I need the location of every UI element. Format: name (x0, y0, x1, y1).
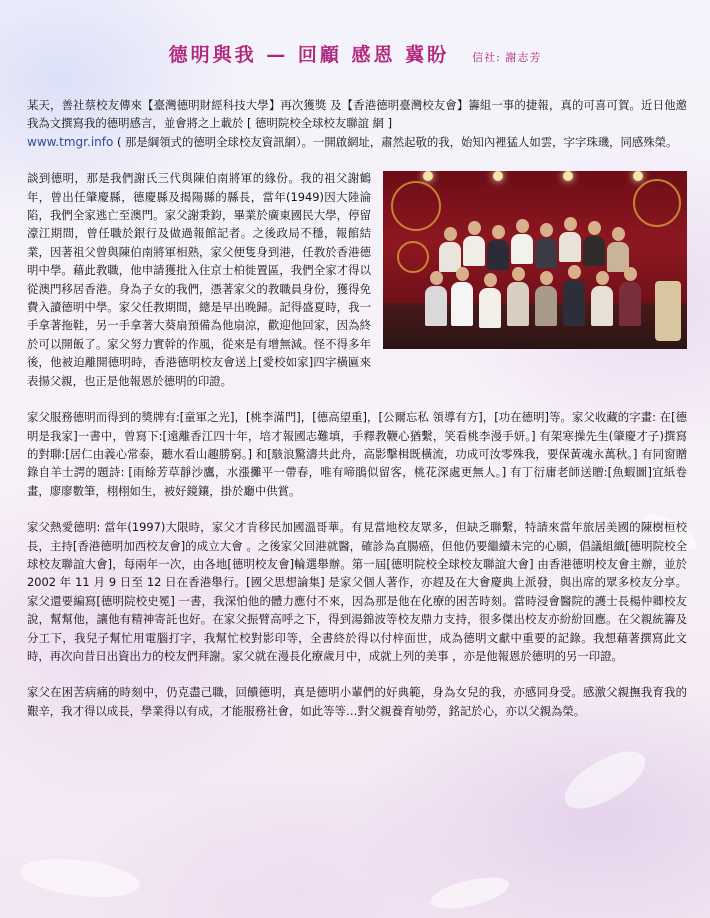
family-history-paragraph: 談到德明，那是我們謝氏三代與陳伯南將軍的緣份。我的祖父謝鶴年，曾出任肇慶縣，德慶縣及揭陽縣的縣長，當年(1949)因大陸淪陷，我們全家逃亡至澳門。家父謝秉鈞，畢業於廣東國民大學，停留濠江期間，曾任職於銀行及做過報館記者。之後政局不穩，報館結業，因著祖父曾與陳伯南將軍相熟，家父便隻身到港，任教於香港德明中學。藉此教職，他申請獲批入住京士柏徙置區，我們全家才得以從澳門移居香港。身為子女的我們，憑著家父的教職員身份，獲得免費入讀德明中學。家父任教期間，總是早出晚歸。記得盛夏時，我一手拿著拖鞋，另一手拿著大葵扇預備為他扇涼，歡迎他回家，因為終於可以開飯了。家父努力實幹的作風，從來是有增無減。怪不得多年後，他被迫離開德明時，香港德明校友會送上[愛校如家]四字橫匾來表揚父親，也正是他報恩於德明的印證。 (27, 171, 371, 388)
group-photo (383, 171, 687, 349)
intro-text-start: 某天，善社蔡校友傳來【臺灣德明財經科技大學】再次獲獎 及【香港德明臺灣校友會】籌組一事的捷報，真的可喜可賀。近日他邀我為文撰寫我的德明感言，並會將之上載於 [ 德明院校全球校友聯誼 網 ] (27, 98, 687, 131)
website-link[interactable]: www.tmgr.info (27, 134, 114, 149)
closing-paragraph: 家父在困苦病痛的時刻中，仍克盡己職，回饋德明，真是德明小輩們的好典範，身為女兒的我，亦感同身受。感激父親撫我育我的艱辛，我才得以成長，學業得以有成，才能服務社會，如此等等…對父親養育劬勞，銘記於心，亦以父親為榮。 (27, 685, 687, 718)
intro-text-end: ( 那是綱領式的德明全球校友資訊網）。一開啟網址，肅然起敬的我，始知內裡猛人如雲，字字珠璣，同感殊榮。 (116, 134, 678, 149)
awards-paragraph: 家父服務德明而得到的獎牌有:[童軍之光]，[桃李滿門]，[德高望重]，[公爾忘私 領導有方]，[功在德明]等。家父收藏的字畫: 在[德明是我家]一書中，曾寫下:[遠離香江四十年，培才報國志難填，手釋教鞭心猶繫，笑看桃李漫手妍。] 有架寒操先生(肇慶才子)撰寫的對聯:[居仁由義心常泰，聽水看山趣勝窮。] 和[駭浪驚濤共此舟，高影擊楫既橫流，功成可汝零殊我，要保黃魂永萬秋。] 有同窗贈錄自羊士諤的題詩: [雨餘芳草靜沙鷹，水漲攤平一帶春，唯有啼鵑似留客，桃花深處更無人。] 有丁衍庸老師送贈:[魚蝦圖]宜紙卷畫，廖廖數筆，栩栩如生，被好鏡鑲，掛於廳中供賞。 (27, 410, 687, 498)
decorative-petal (18, 850, 142, 906)
article-body (27, 96, 687, 738)
article-title: 德明與我 — 回顧 感恩 冀盼 (168, 44, 450, 66)
decorative-petal (556, 743, 654, 817)
alumni-paragraph: 家父熱愛德明: 當年(1997)大限時，家父才肯移民加國溫哥華。有見當地校友眾多，但缺乏聯繫，特請來當年旅居美國的陳樹桓校長，主持[香港德明加西校友會]的成立大會 。之後家父回港就醫，確診為直腸癌，但他仍要繼續未完的心願，倡議組織[德明院校全球校友聯誼大會]，每兩年一次，由各地[德明校友會]輪選舉辦。第一屆[德明院校全球校友聯誼大會] 由香港德明校友會主辦，並於 2002 年 11 月 9 日至 12 日在香港舉行。[國父思想論集] 是家父個人著作，亦趕及在大會慶典上派發，與出席的眾多校友分享。家父還要編寫[德明院校史冕] 一書，我深怕他的體力應付不來，因為那是他在化療的困苦時刻。當時浸會醫院的護士長楊仲卿校友說，幫幫他，讓他有精神寄託也好。在家父振臂高呼之下，得到湯錦波等校友鼎力支持，很多傑出校友亦紛紛回應。在父親統籌及分工下，我兒子幫忙用電腦打字，我幫忙校對影印等，全書終於得以付梓面世，成為德明文獻中重要的記錄。我想藉著撰寫此文時，再次向昔日出資出力的校友們拜謝。家父就在漫長化療歲月中，成就上列的美事 ，亦是他報恩於德明的另一印證。 (27, 520, 687, 663)
intro-paragraph (27, 96, 687, 151)
article-header (0, 40, 710, 67)
article-byline: 信社: 謝志芳 (472, 51, 542, 64)
decorative-petal (428, 873, 511, 912)
